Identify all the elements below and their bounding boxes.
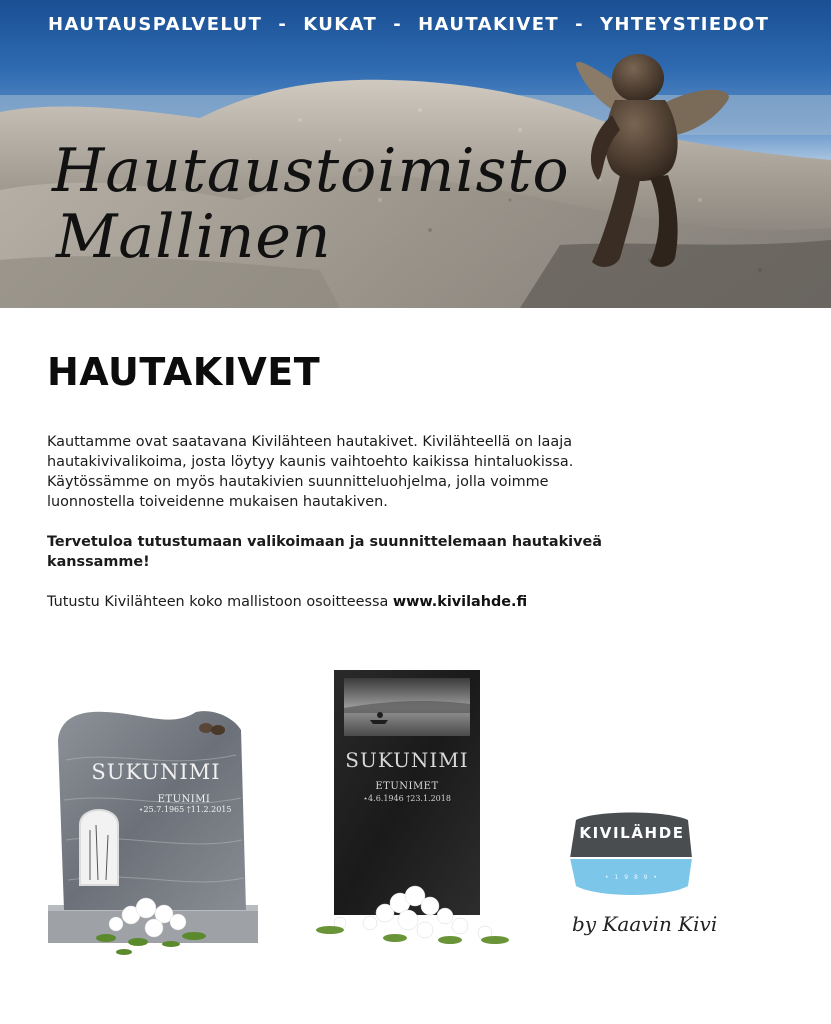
link-prefix: Tutustu Kivilähteen koko mallistoon osoitteessa [47,594,393,610]
company-name-line1: Hautaustoimisto [52,136,570,206]
nav-link-kukat[interactable]: KUKAT [303,14,378,35]
headstone-black-firstname: ETUNIMET [375,781,439,792]
headstone-grey-dates: ⋆25.7.1965 †11.2.2015 [138,805,232,814]
intro-paragraph: Kauttamme ovat saatavana Kivilähteen hautakivet. Kivilähteellä on laaja hautakivivalikoima, josta löytyy kaunis vaihtoehto kaikissa hintaluokissa. Käytössämme on myös hautakivien suunnitteluohjelma, jolla voimme luonnostella toiveidenne mukaisen hautakiven. [47,434,574,510]
hero-banner [0,0,831,308]
page-title: HAUTAKIVET [47,350,321,394]
headstone-black-dates: ⋆4.6.1946 †23.1.2018 [363,794,451,803]
headstone-grey[interactable] [46,700,261,965]
headstone-black-image [300,668,515,958]
headstone-grey-surname: SUKUNIMI [91,760,221,784]
headstone-black[interactable] [300,668,515,958]
nav-separator: - [393,14,403,35]
kaavin-kivi-signature: by Kaavin Kivi [572,912,718,936]
kivilahde-logo[interactable] [566,806,706,902]
nav-link-hautakivet[interactable]: HAUTAKIVET [418,14,560,35]
nav-separator: - [575,14,584,35]
welcome-paragraph: Tervetuloa tutustumaan valikoimaan ja suunnittelemaan hautakiveä kanssamme! [47,534,602,570]
kivilahde-logo-shape [566,806,698,898]
kivilahde-logo-name: KIVILÄHDE [579,824,685,842]
company-logo-title[interactable] [52,138,570,270]
headstone-grey-image [46,700,261,965]
link-paragraph [47,592,607,612]
company-name-line2: Mallinen [56,202,332,272]
nav-separator: - [278,14,288,35]
nav-link-hautauspalvelut[interactable]: HAUTAUSPALVELUT [48,14,263,35]
kivilahde-link[interactable]: www.kivilahde.fi [392,594,528,610]
main-nav [48,14,769,35]
headstone-grey-firstname: ETUNIMI [157,794,211,805]
nav-link-yhteystiedot[interactable]: YHTEYSTIEDOT [599,14,770,35]
kivilahde-logo-year: • 1 9 8 9 • [605,874,659,881]
headstone-black-surname: SUKUNIMI [345,748,469,772]
main-content [47,432,607,612]
